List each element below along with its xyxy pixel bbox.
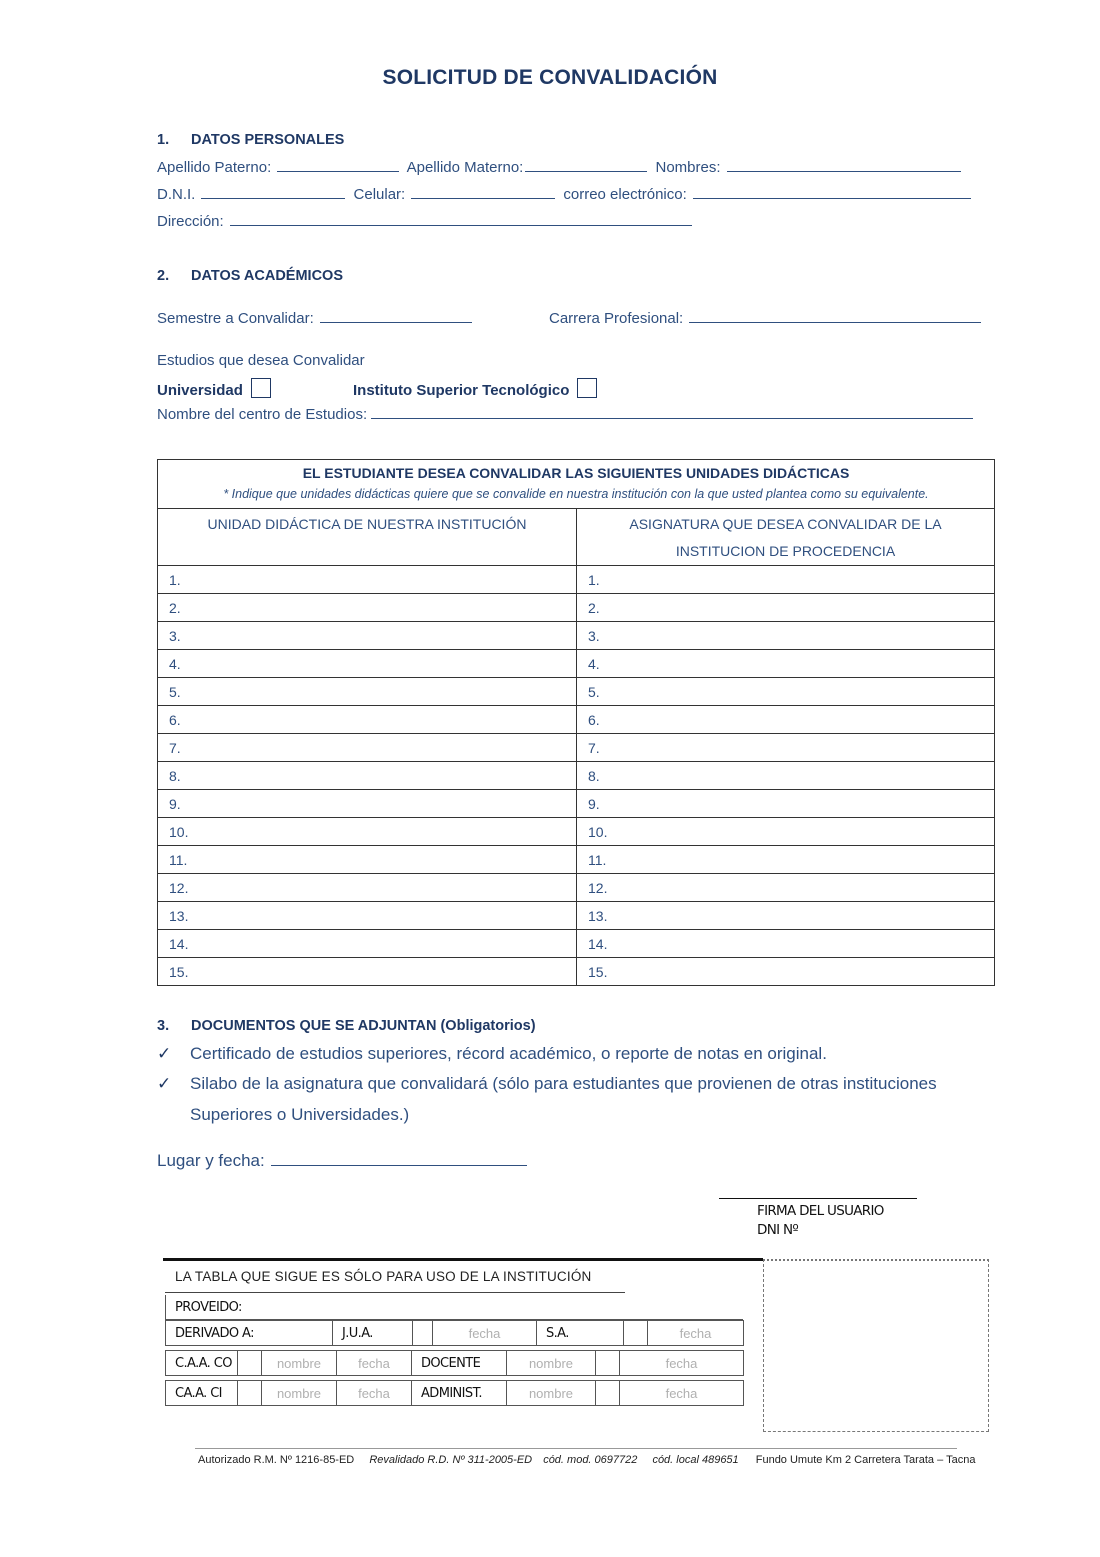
section-title: DOCUMENTOS QUE SE ADJUNTAN (Obligatorios)	[191, 1018, 536, 1034]
page-title: SOLICITUD DE CONVALIDACIÓN	[382, 66, 718, 89]
lugar-fecha-field[interactable]	[271, 1153, 527, 1166]
lugar-fecha-row	[157, 1151, 531, 1171]
asignatura-cell[interactable]: 15.	[577, 958, 995, 986]
table-row	[158, 958, 995, 986]
table-row	[158, 930, 995, 958]
nombres-field[interactable]	[727, 159, 961, 172]
table-row	[158, 818, 995, 846]
unidad-cell[interactable]: 6.	[158, 706, 577, 734]
instituto-option	[353, 378, 597, 399]
apellido-paterno-label: Apellido Paterno:	[157, 159, 272, 176]
document-item-text: Certificado de estudios superiores, récord académico, o reporte de notas en original.	[190, 1044, 827, 1063]
institution-divider	[163, 1258, 763, 1261]
caa-co-fecha[interactable]: fecha	[337, 1351, 412, 1376]
check-icon: ✓	[157, 1074, 172, 1093]
table-row	[158, 566, 995, 594]
docente-label: DOCENTE	[412, 1351, 507, 1376]
section-documents-heading	[157, 1018, 536, 1034]
unidad-cell[interactable]: 2.	[158, 594, 577, 622]
administ-fecha[interactable]: fecha	[620, 1381, 744, 1406]
instituto-checkbox[interactable]	[577, 378, 597, 398]
centro-label: Nombre del centro de Estudios:	[157, 406, 368, 423]
unidad-cell[interactable]: 4.	[158, 650, 577, 678]
table-row	[158, 594, 995, 622]
caa-co-label: C.A.A. CO	[166, 1351, 238, 1376]
celular-label: Celular:	[353, 186, 406, 203]
apellido-materno-field[interactable]	[525, 159, 647, 172]
jua-label: J.U.A.	[333, 1321, 413, 1346]
apellido-materno-label: Apellido Materno:	[406, 159, 524, 176]
asignatura-cell[interactable]: 9.	[577, 790, 995, 818]
sa-fecha[interactable]: fecha	[648, 1321, 744, 1346]
caa-co-nombre[interactable]: nombre	[262, 1351, 337, 1376]
unidad-cell[interactable]: 12.	[158, 874, 577, 902]
direccion-field[interactable]	[230, 213, 692, 226]
institution-title-underline	[165, 1292, 625, 1293]
table-row	[158, 790, 995, 818]
semestre-row	[157, 310, 476, 327]
asignatura-cell[interactable]: 3.	[577, 622, 995, 650]
table-row	[158, 734, 995, 762]
section-number: 2.	[157, 268, 170, 284]
table-row	[158, 650, 995, 678]
signature-line[interactable]	[719, 1198, 917, 1199]
caa-ci-label: CA.A. CI	[166, 1381, 238, 1406]
document-item	[157, 1044, 827, 1064]
universidad-option	[157, 378, 271, 399]
dni-field[interactable]	[201, 186, 345, 199]
universidad-checkbox[interactable]	[251, 378, 271, 398]
derivado-label: DERIVADO A:	[166, 1321, 333, 1346]
caa-ci-check[interactable]	[238, 1381, 262, 1406]
table-row	[158, 706, 995, 734]
table-row	[158, 874, 995, 902]
asignatura-cell[interactable]: 2.	[577, 594, 995, 622]
stamp-box[interactable]	[763, 1259, 989, 1432]
unidad-cell[interactable]: 7.	[158, 734, 577, 762]
column-header-asignatura	[577, 509, 995, 566]
unidad-cell[interactable]: 15.	[158, 958, 577, 986]
sa-label: S.A.	[537, 1321, 624, 1346]
jua-check[interactable]	[413, 1321, 433, 1346]
table-row	[158, 846, 995, 874]
asignatura-cell[interactable]: 10.	[577, 818, 995, 846]
docente-nombre[interactable]: nombre	[507, 1351, 596, 1376]
asignatura-cell[interactable]: 5.	[577, 678, 995, 706]
convalidation-table	[157, 459, 995, 986]
table-note: * Indique que unidades didácticas quiere que se convalide en nuestra institución con la que usted plantea como su equivalente.	[158, 484, 995, 509]
semestre-field[interactable]	[320, 310, 472, 323]
carrera-row	[549, 310, 985, 327]
asignatura-cell[interactable]: 14.	[577, 930, 995, 958]
universidad-label: Universidad	[157, 382, 243, 399]
institution-title: LA TABLA QUE SIGUE ES SÓLO PARA USO DE LA INSTITUCIÓN	[175, 1269, 592, 1284]
direccion-label: Dirección:	[157, 213, 224, 230]
unidad-cell[interactable]: 8.	[158, 762, 577, 790]
column-header-line: INSTITUCION DE PROCEDENCIA	[675, 543, 896, 559]
caa-ci-table	[165, 1380, 744, 1406]
dni-label: D.N.I.	[157, 186, 196, 203]
sa-check[interactable]	[624, 1321, 648, 1346]
unidad-cell[interactable]: 13.	[158, 902, 577, 930]
asignatura-cell[interactable]: 6.	[577, 706, 995, 734]
footer-cod-mod: cód. mod. 0697722	[543, 1454, 638, 1466]
centro-row	[157, 406, 977, 423]
docente-fecha[interactable]: fecha	[620, 1351, 744, 1376]
centro-field[interactable]	[371, 406, 973, 419]
check-icon: ✓	[157, 1044, 172, 1063]
docente-check[interactable]	[596, 1351, 620, 1376]
nombres-label: Nombres:	[655, 159, 721, 176]
contact-row	[157, 186, 975, 203]
column-header-unidad: UNIDAD DIDÁCTICA DE NUESTRA INSTITUCIÓN	[158, 509, 577, 566]
table-row	[158, 622, 995, 650]
caa-co-check[interactable]	[238, 1351, 262, 1376]
signature-dni-label: DNI Nº	[757, 1222, 799, 1238]
section-personal-data-heading	[157, 132, 344, 148]
document-item-text: Silabo de la asignatura que convalidará (sólo para estudiantes que provienen de otras instituciones	[190, 1074, 937, 1093]
instituto-label: Instituto Superior Tecnológico	[353, 382, 570, 399]
section-number: 1.	[157, 132, 170, 148]
column-header-line: ASIGNATURA QUE DESEA CONVALIDAR DE LA	[629, 516, 942, 532]
unidad-cell[interactable]: 10.	[158, 818, 577, 846]
correo-field[interactable]	[693, 186, 971, 199]
document-item-continuation: Superiores o Universidades.)	[190, 1105, 410, 1124]
address-row	[157, 213, 696, 230]
document-item	[157, 1074, 937, 1094]
section-number: 3.	[157, 1018, 170, 1034]
section-academic-data-heading	[157, 268, 343, 284]
carrera-field[interactable]	[689, 310, 981, 323]
administ-check[interactable]	[596, 1381, 620, 1406]
proveido-table	[165, 1295, 743, 1320]
carrera-label: Carrera Profesional:	[549, 310, 684, 327]
proveido-label: PROVEIDO:	[166, 1295, 744, 1320]
asignatura-cell[interactable]: 8.	[577, 762, 995, 790]
correo-label: correo electrónico:	[563, 186, 687, 203]
lugar-fecha-label: Lugar y fecha:	[157, 1151, 265, 1170]
derivado-table	[165, 1320, 744, 1346]
name-row	[157, 159, 965, 176]
signature-label: FIRMA DEL USUARIO	[757, 1203, 884, 1219]
unidad-cell[interactable]: 14.	[158, 930, 577, 958]
unidad-cell[interactable]: 11.	[158, 846, 577, 874]
unidad-cell[interactable]: 5.	[158, 678, 577, 706]
unidad-cell[interactable]: 1.	[158, 566, 577, 594]
asignatura-cell[interactable]: 4.	[577, 650, 995, 678]
asignatura-cell[interactable]: 13.	[577, 902, 995, 930]
administ-label: ADMINIST.	[412, 1381, 507, 1406]
asignatura-cell[interactable]: 11.	[577, 846, 995, 874]
footer-revalidado: Revalidado R.D. Nº 311-2005-ED	[369, 1454, 533, 1466]
footer-autorizado: Autorizado R.M. Nº 1216-85-ED	[198, 1454, 355, 1466]
celular-field[interactable]	[411, 186, 555, 199]
asignatura-cell[interactable]: 7.	[577, 734, 995, 762]
footer	[198, 1454, 975, 1466]
unidad-cell[interactable]: 9.	[158, 790, 577, 818]
table-row	[158, 762, 995, 790]
caa-co-table	[165, 1350, 744, 1376]
estudios-label: Estudios que desea Convalidar	[157, 352, 365, 369]
table-heading: EL ESTUDIANTE DESEA CONVALIDAR LAS SIGUIENTES UNIDADES DIDÁCTICAS	[158, 460, 995, 485]
section-title: DATOS PERSONALES	[191, 132, 345, 148]
caa-ci-fecha[interactable]: fecha	[337, 1381, 412, 1406]
footer-direccion: Fundo Umute Km 2 Carretera Tarata – Tacna	[755, 1454, 976, 1466]
table-row	[158, 678, 995, 706]
caa-ci-nombre[interactable]: nombre	[262, 1381, 337, 1406]
footer-divider	[195, 1448, 957, 1449]
apellido-paterno-field[interactable]	[277, 159, 399, 172]
table-row	[158, 902, 995, 930]
section-title: DATOS ACADÉMICOS	[191, 268, 343, 284]
asignatura-cell[interactable]: 12.	[577, 874, 995, 902]
footer-cod-local: cód. local 489651	[652, 1454, 739, 1466]
unidad-cell[interactable]: 3.	[158, 622, 577, 650]
administ-nombre[interactable]: nombre	[507, 1381, 596, 1406]
semestre-label: Semestre a Convalidar:	[157, 310, 314, 327]
jua-fecha[interactable]: fecha	[433, 1321, 537, 1346]
asignatura-cell[interactable]: 1.	[577, 566, 995, 594]
